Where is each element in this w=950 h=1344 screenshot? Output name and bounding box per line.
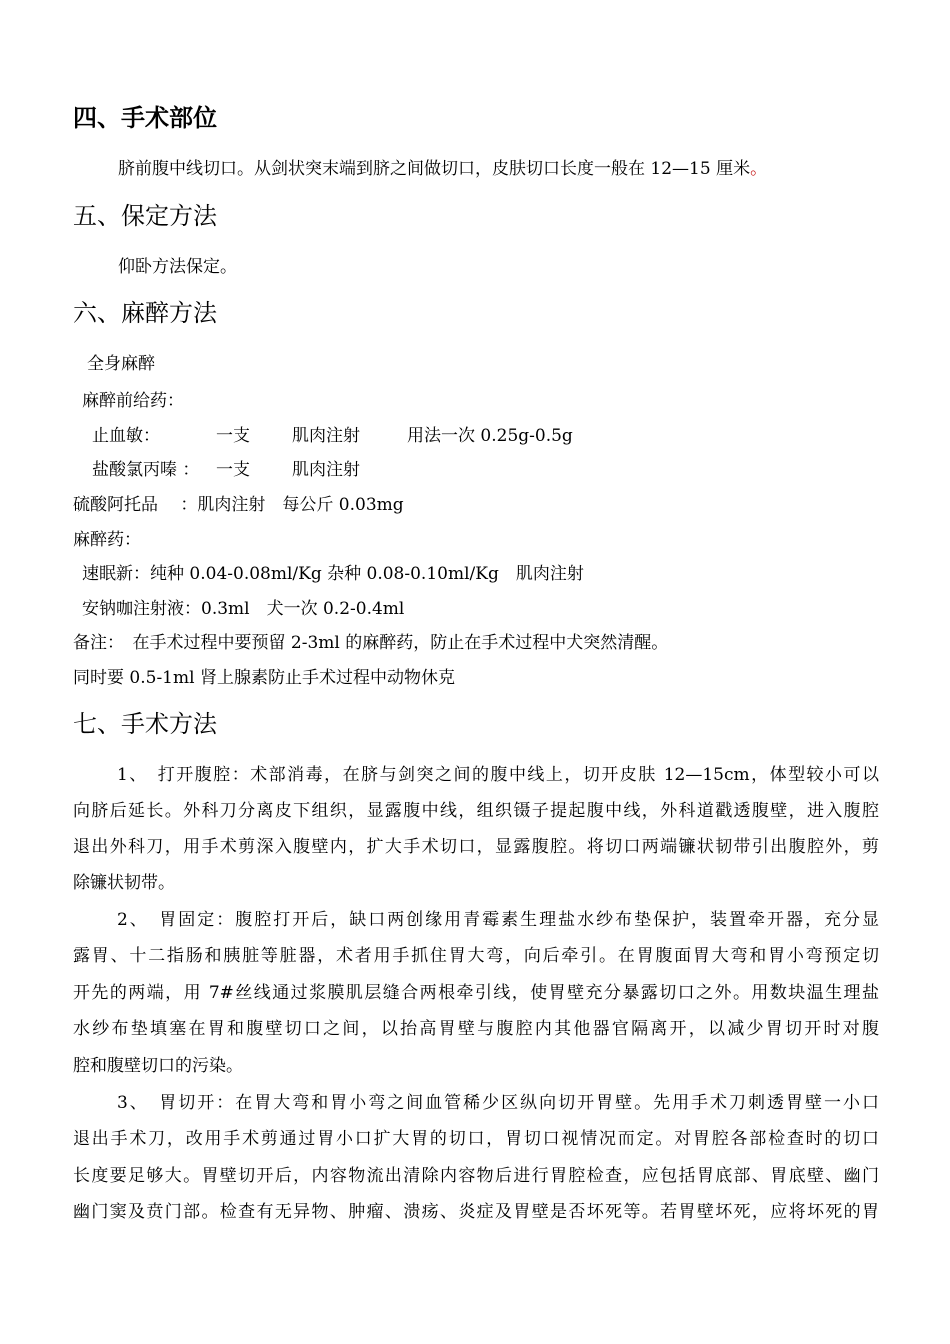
- p1-line-3: 退出外科刀，用手术剪深入腹壁内，扩大手术切口，显露腹腔。将切口两端镰状韧带引出腹腔外，剪: [73, 837, 879, 857]
- p2-line-3: 开先的两端，用 7#丝线通过浆膜肌层缝合两根牵引线，使胃壁充分暴露切口之外。用数块温生理盐: [73, 983, 879, 1003]
- drug1-name: 止血敏：: [92, 426, 160, 446]
- p2-line-1: 2、 胃固定：腹腔打开后，缺口两创缘用青霉素生理盐水纱布垫保护，装置牵开器，充分显: [117, 910, 879, 930]
- section-5-body: 仰卧方法保定。: [118, 257, 237, 277]
- anesthetic-label: 麻醉药：: [73, 530, 141, 550]
- drug1-route: 肌肉注射: [292, 426, 360, 446]
- section-7-heading: 七、手术方法: [73, 710, 217, 738]
- drug2-qty: 一支: [216, 460, 250, 480]
- p3-line-2: 退出手术刀，改用手术剪通过胃小口扩大胃的切口，胃切口视情况而定。对胃腔各部检查时的切口: [73, 1129, 879, 1149]
- drug2-route: 肌肉注射: [292, 460, 360, 480]
- p1-line-2: 向脐后延长。外科刀分离皮下组织，显露腹中线，组织镊子提起腹中线，外科道戳透腹壁，进入腹腔: [73, 801, 879, 821]
- section-5-heading: 五、保定方法: [73, 202, 217, 230]
- p3-line-1: 3、 胃切开：在胃大弯和胃小弯之间血管稀少区纵向切开胃壁。先用手术刀刺透胃壁一小口: [117, 1093, 879, 1113]
- section-4-body-text: 脐前腹中线切口。从剑状突末端到脐之间做切口，皮肤切口长度一般在 12—15 厘米: [118, 159, 751, 179]
- p3-line-4: 幽门窦及贲门部。检查有无异物、肿瘤、溃疡、炎症及胃壁是否坏死等。若胃壁坏死，应将坏死的胃: [73, 1202, 879, 1222]
- anesthetic-2: 安钠咖注射液：0.3ml 犬一次 0.2-0.4ml: [82, 599, 405, 619]
- p1-line-1: 1、 打开腹腔：术部消毒，在脐与剑突之间的腹中线上，切开皮肤 12—15cm，体型较小可以: [117, 765, 879, 785]
- note-2: 同时要 0.5-1ml 肾上腺素防止手术过程中动物休克: [73, 668, 455, 688]
- drug1-dose: 用法一次 0.25g-0.5g: [407, 426, 573, 446]
- p2-line-4: 水纱布垫填塞在胃和腹壁切口之间，以抬高胃壁与腹腔内其他器官隔离开，以减少胃切开时对腹: [73, 1019, 879, 1039]
- drug1-qty: 一支: [216, 426, 250, 446]
- section-4-body-end: 。: [750, 159, 768, 179]
- section-4-heading: 四、手术部位: [73, 103, 217, 132]
- pre-anesthesia-label: 麻醉前给药：: [82, 391, 184, 411]
- general-anesthesia: 全身麻醉: [87, 354, 155, 374]
- drug2-name: 盐酸氯丙嗪 ：: [92, 460, 200, 480]
- p2-line-2: 露胃、十二指肠和胰脏等脏器，术者用手抓住胃大弯，向后牵引。在胃腹面胃大弯和胃小弯预定切: [73, 946, 879, 966]
- drug3: 硫酸阿托品 ：肌肉注射 每公斤 0.03mg: [73, 495, 404, 515]
- section-6-heading: 六、麻醉方法: [73, 299, 217, 327]
- anesthetic-1: 速眠新：纯种 0.04-0.08ml/Kg 杂种 0.08-0.10ml/Kg 肌肉注射: [82, 564, 584, 584]
- section-4-body: [118, 159, 767, 179]
- p3-line-3: 长度要足够大。胃壁切开后，内容物流出清除内容物后进行胃腔检查，应包括胃底部、胃底壁、幽门: [73, 1166, 879, 1186]
- p1-line-4: 除镰状韧带。: [73, 873, 175, 893]
- note-1: 备注： 在手术过程中要预留 2-3ml 的麻醉药，防止在手术过程中犬突然清醒。: [73, 633, 669, 653]
- p2-line-5: 腔和腹壁切口的污染。: [73, 1056, 243, 1076]
